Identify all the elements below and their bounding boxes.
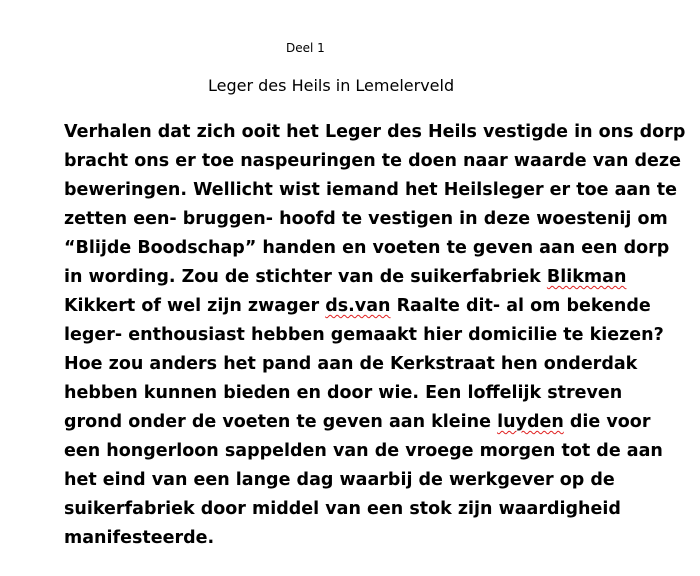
part-label: Deel 1 <box>286 41 325 55</box>
body-line <box>64 205 674 234</box>
body-text-segment: een hongerloon sappelden van de vroege morgen tot de aan <box>64 441 663 461</box>
body-line <box>64 234 674 263</box>
body-line <box>64 495 674 524</box>
body-line <box>64 379 674 408</box>
document-title: Leger des Heils in Lemelerveld <box>208 76 455 95</box>
body-text-segment: beweringen. Wellicht wist iemand het Heilsleger er toe aan te <box>64 180 678 200</box>
spellcheck-flagged-word: Blikman <box>546 267 627 287</box>
body-line <box>64 147 681 176</box>
body-line <box>64 118 686 147</box>
body-text-segment: Hoe zou anders het pand aan de Kerkstraat hen onderdak <box>64 354 638 374</box>
body-text-segment: Raalte dit- al om bekende <box>390 296 651 316</box>
body-text-segment: bracht ons er toe naspeuringen te doen naar waarde van deze <box>64 151 681 171</box>
body-text-segment: het eind van een lange dag waarbij de werkgever op de <box>64 470 615 490</box>
body-text-segment: leger- enthousiast hebben gemaakt hier domicilie te kiezen? <box>64 325 664 345</box>
body-text-segment: in wording. Zou de stichter van de suikerfabriek <box>64 267 547 287</box>
body-line <box>64 321 674 350</box>
body-line <box>64 437 674 466</box>
body-text <box>64 118 686 553</box>
spellcheck-flagged-word: luyden <box>497 412 564 432</box>
body-text-segment: Verhalen dat zich ooit het Leger des Heils vestigde in ons dorp <box>64 122 686 142</box>
spellcheck-flagged-word: ds.van <box>325 296 391 316</box>
body-text-segment: zetten een- bruggen- hoofd te vestigen in deze woestenij om <box>64 209 668 229</box>
body-line <box>64 524 674 553</box>
body-text-segment: manifesteerde. <box>64 528 215 548</box>
body-line <box>64 350 674 379</box>
body-text-segment: Kikkert of wel zijn zwager <box>64 296 326 316</box>
body-line <box>64 176 678 205</box>
body-text-segment: suikerfabriek door middel van een stok zijn waardigheid <box>64 499 621 519</box>
body-text-segment: grond onder de voeten te geven aan kleine <box>64 412 498 432</box>
body-line <box>64 263 674 292</box>
body-line <box>64 292 674 321</box>
body-text-segment: “Blijde Boodschap” handen en voeten te geven aan een dorp <box>64 238 670 258</box>
body-line <box>64 408 674 437</box>
body-line <box>64 466 674 495</box>
body-text-segment: hebben kunnen bieden en door wie. Een loffelijk streven <box>64 383 623 403</box>
body-text-segment: die voor <box>563 412 651 432</box>
